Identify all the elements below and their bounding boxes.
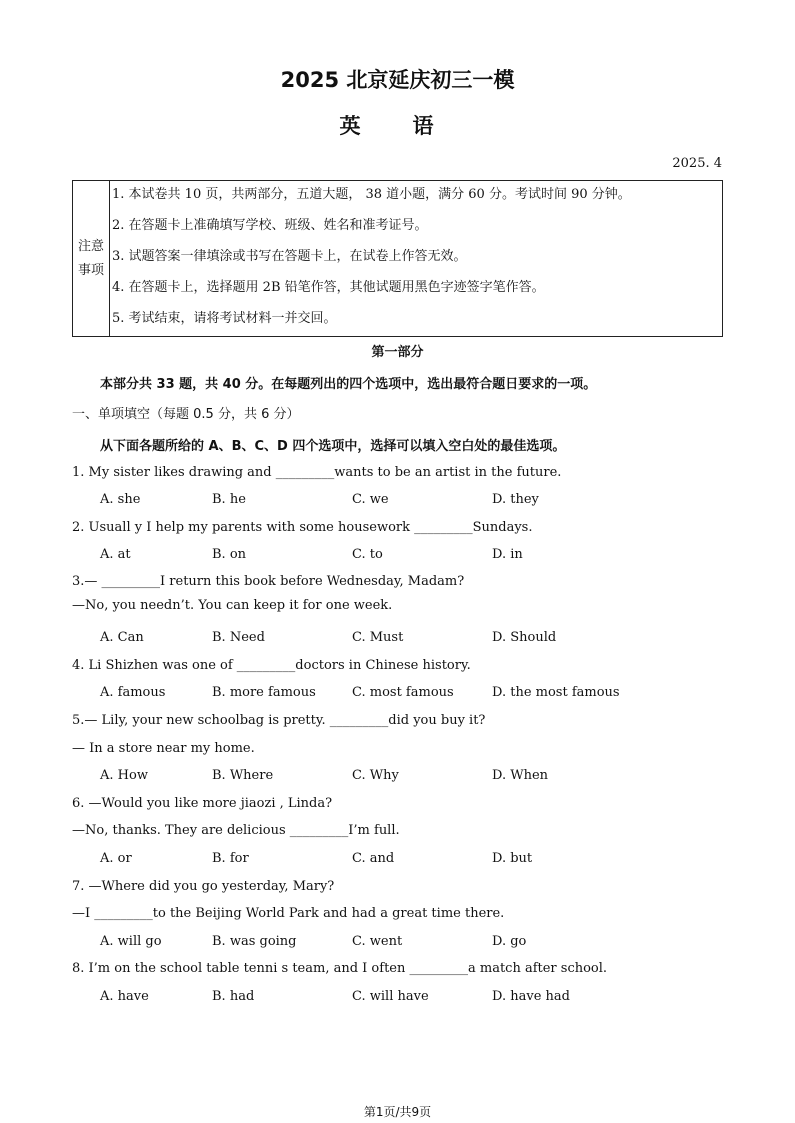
notice-item: 1. 本试卷共 10 页，共两部分，五道大题， 38 道小题，满分 60 分。考试时间 90 分钟。 [112,187,631,202]
option: A. How [100,768,148,783]
exam-title: 2025 北京延庆初三一模 [280,68,515,92]
option: D. the most famous [492,685,620,700]
notice-item: 2. 在答题卡上准确填写学校、班级、姓名和准考证号。 [112,218,428,233]
option: D. Should [492,630,557,645]
option: C. went [352,934,403,949]
question-stem: 4. Li Shizhen was one of _________doctors in Chinese history. [72,658,471,673]
option: B. had [212,989,255,1004]
option: A. Can [100,630,144,645]
option: A. or [100,851,132,866]
option: D. When [492,768,549,783]
option: B. Where [212,768,274,783]
question-stem: 3.— _________I return this book before Wednesday, Madam? [72,574,465,589]
option: C. to [352,547,383,562]
notice-list [110,181,722,336]
option: B. for [212,851,249,866]
notice-label: 注意事项 [73,181,110,336]
option: D. in [492,547,523,562]
part-intro: 本部分共 33 题，共 40 分。在每题列出的四个选项中，选出最符合题日要求的一项。 [100,377,597,392]
option: A. will go [100,934,162,949]
notice-item: 4. 在答题卡上，选择题用 2B 铅笔作答，其他试题用黑色字迹签字笔作答。 [112,280,545,295]
option: D. but [492,851,533,866]
option: A. famous [100,685,166,700]
subject-title: 英语 [339,114,486,138]
notice-box [72,180,723,337]
option: B. on [212,547,247,562]
question-reply: —I _________to the Beijing World Park and had a great time there. [72,906,505,921]
option: B. he [212,492,246,507]
question-reply: — In a store near my home. [72,741,255,756]
option: C. and [352,851,395,866]
option: C. Why [352,768,399,783]
option: B. more famous [212,685,316,700]
question-reply: —No, thanks. They are delicious _________I’m full. [72,823,400,838]
notice-item: 5. 考试结束，请将考试材料一并交回。 [112,311,337,326]
section-instruction: 从下面各题所给的 A、B、C、D 四个选项中，选择可以填入空白处的最佳选项。 [100,439,566,454]
option: C. will have [352,989,429,1004]
question-stem: 7. —Where did you go yesterday, Mary? [72,879,335,894]
section-title: 一、单项填空（每题 0.5 分，共 6 分） [72,407,300,422]
option: A. have [100,989,149,1004]
option: D. they [492,492,539,507]
option: B. was going [212,934,297,949]
question-stem: 2. Usuall y I help my parents with some housework _________Sundays. [72,520,533,535]
option: B. Need [212,630,265,645]
option: A. at [100,547,131,562]
notice-item: 3. 试题答案一律填涂或书写在答题卡上，在试卷上作答无效。 [112,249,467,264]
question-reply: —No, you needn’t. You can keep it for one week. [72,598,393,613]
option: A. she [100,492,141,507]
option: C. we [352,492,389,507]
part-heading: 第一部分 [371,345,424,360]
page-footer: 第1页/共9页 [363,1105,432,1119]
exam-date: 2025. 4 [672,156,722,171]
option: C. Must [352,630,404,645]
question-stem: 8. I’m on the school table tenni s team, and I often _________a match after school. [72,961,608,976]
option: C. most famous [352,685,454,700]
option: D. go [492,934,527,949]
question-stem: 1. My sister likes drawing and _________wants to be an artist in the future. [72,465,562,480]
option: D. have had [492,989,570,1004]
question-stem: 5.— Lily, your new schoolbag is pretty. _________did you buy it? [72,713,486,728]
question-stem: 6. —Would you like more jiaozi , Linda? [72,796,333,811]
